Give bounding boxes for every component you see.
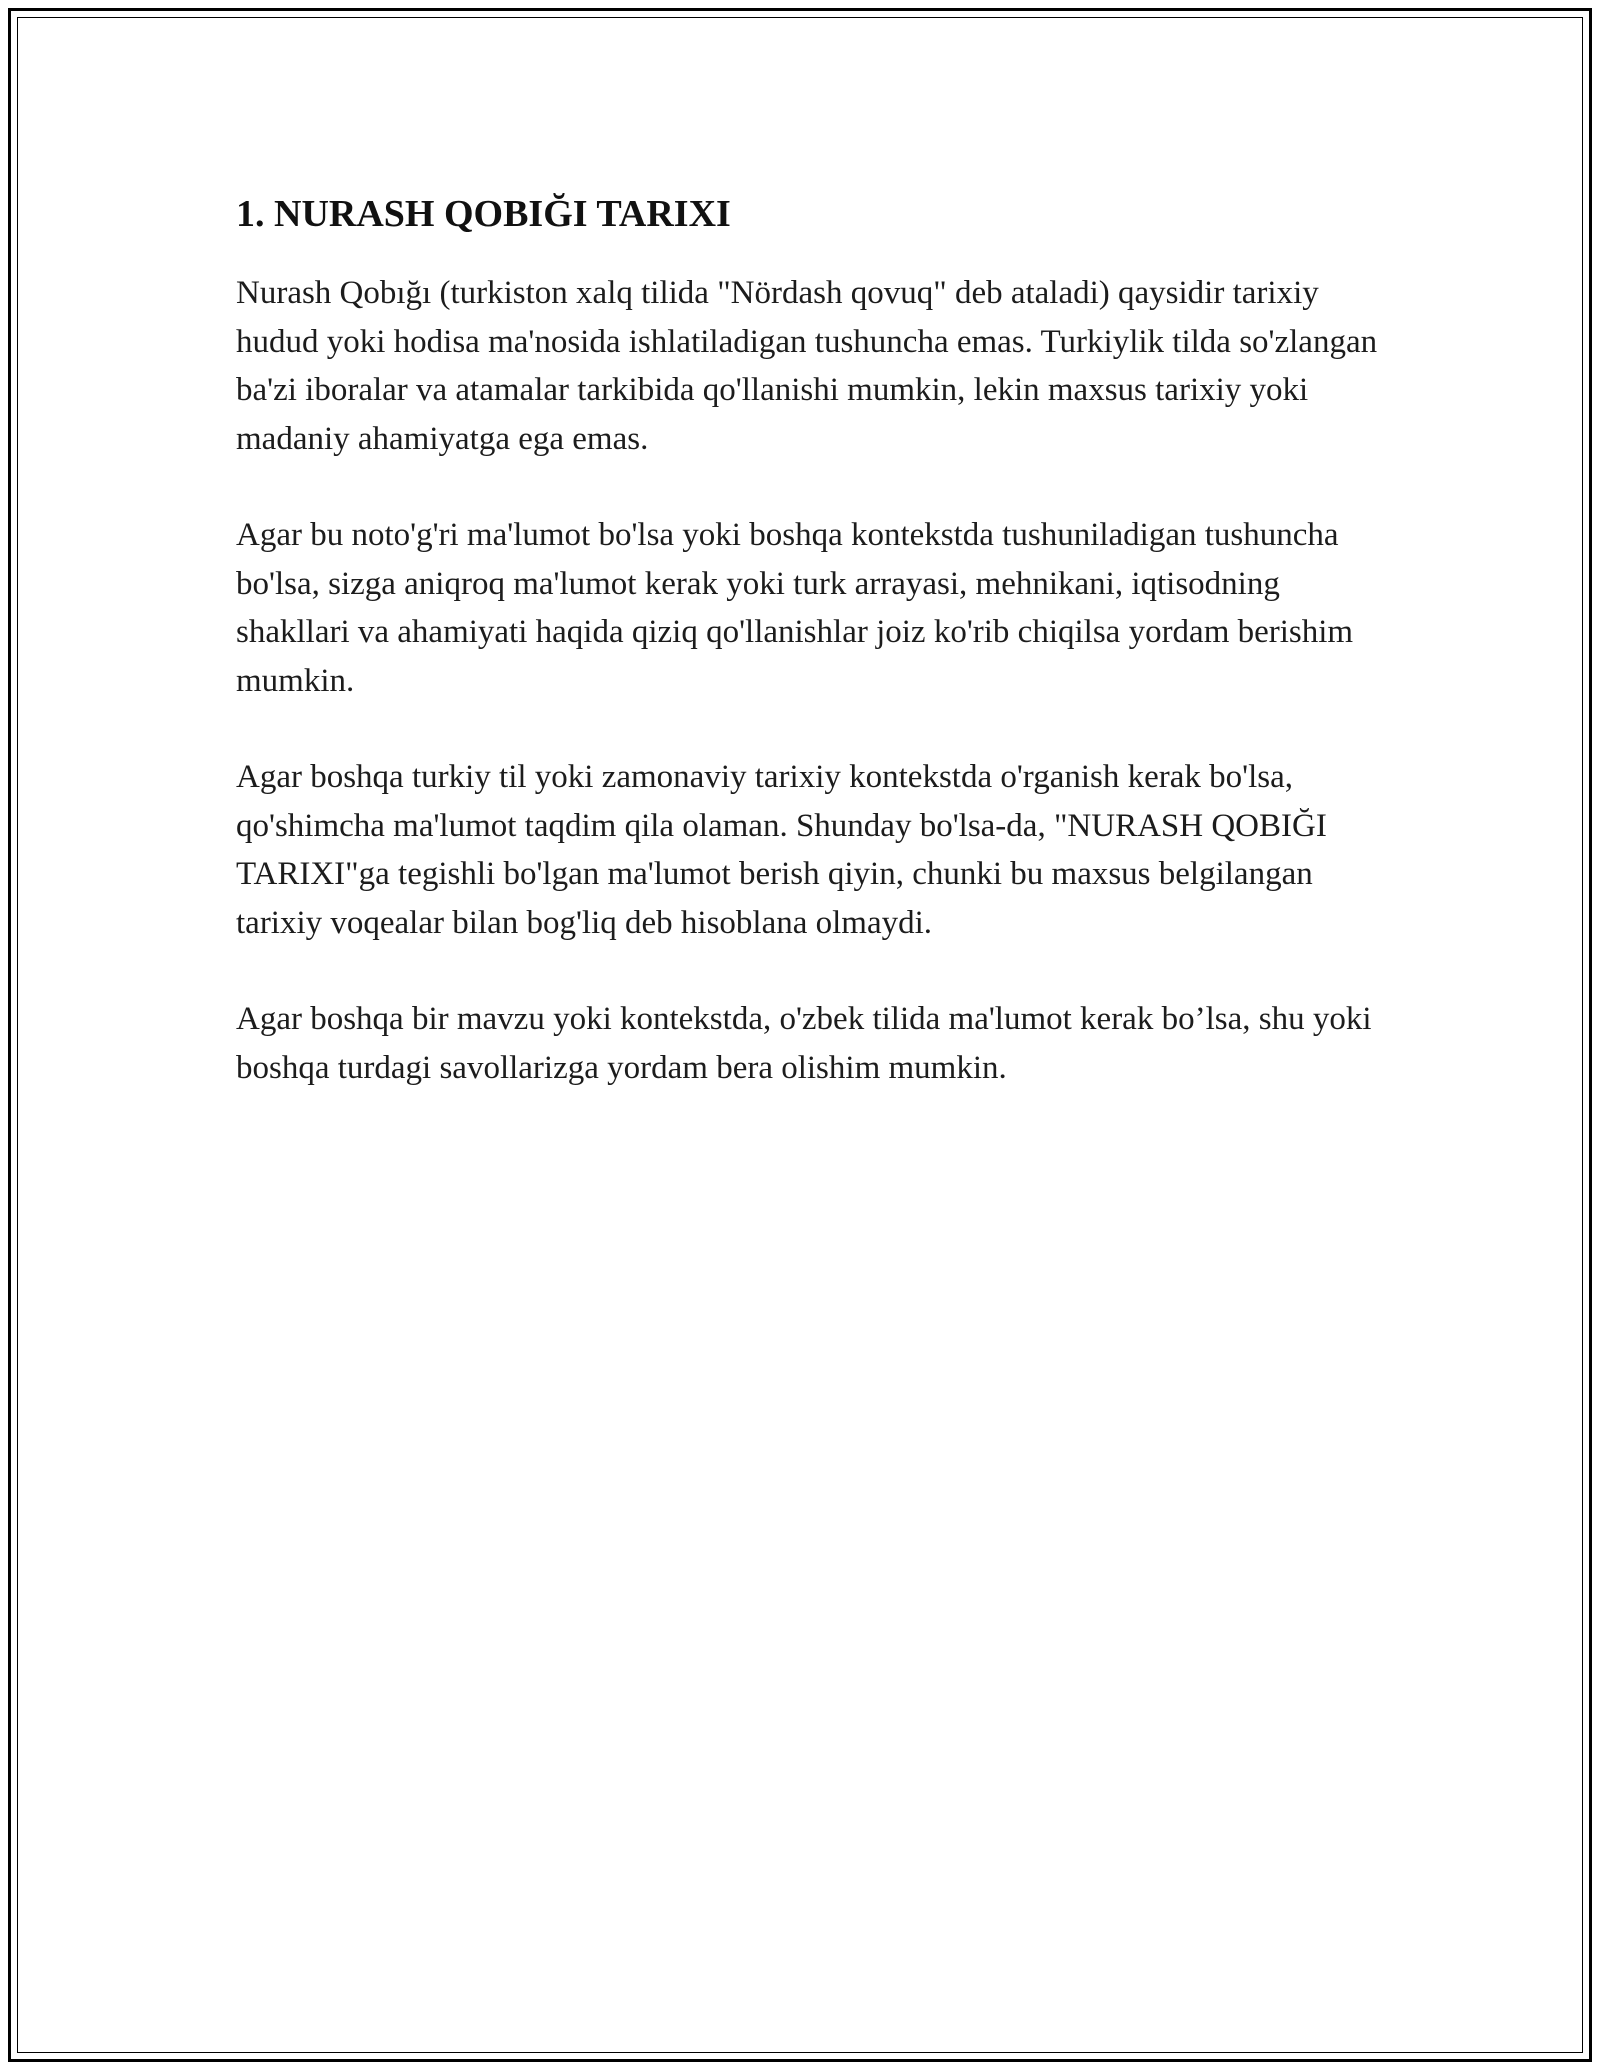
document-body [236, 186, 1386, 1140]
document-title: 1. NURASH QOBIĞI TARIXI [236, 193, 731, 235]
paragraph-3: Agar boshqa turkiy til yoki zamonaviy tarixiy kontekstda o'rganish kerak bo'lsa, qo'shimcha ma'lumot taqdim qila olaman. Shunday bo'lsa-da, "NURASH QOBIĞI TARIXI"ga tegishli bo'lgan ma'lumot berish qiyin, chunki bu maxsus belgilangan tarixiy voqealar bilan bog'liq deb hisoblana olmaydi. [236, 759, 1327, 941]
paragraph-2: Agar bu noto'g'ri ma'lumot bo'lsa yoki boshqa kontekstda tushuniladigan tushuncha bo'lsa, sizga aniqroq ma'lumot kerak yoki turk arrayasi, mehnikani, iqtisodning shakllari va ahamiyati haqida qiziq qo'llanishlar joiz ko'rib chiqilsa yordam berishim mumkin. [236, 517, 1354, 699]
paragraph-1: Nurash Qobığı (turkiston xalq tilida "Nördash qovuq" deb ataladi) qaysidir tarixiy hudud yoki hodisa ma'nosida ishlatiladigan tushuncha emas. Turkiylik tilda so'zlangan ba'zi iboralar va atamalar tarkibida qo'llanishi mumkin, lekin maxsus tarixiy yoki madaniy ahamiyatga ega emas. [236, 275, 1378, 457]
paragraph-4: Agar boshqa bir mavzu yoki kontekstda, o'zbek tilida ma'lumot kerak bo’lsa, shu yoki boshqa turdagi savollarizga yordam bera olishim mumkin. [236, 1001, 1372, 1086]
